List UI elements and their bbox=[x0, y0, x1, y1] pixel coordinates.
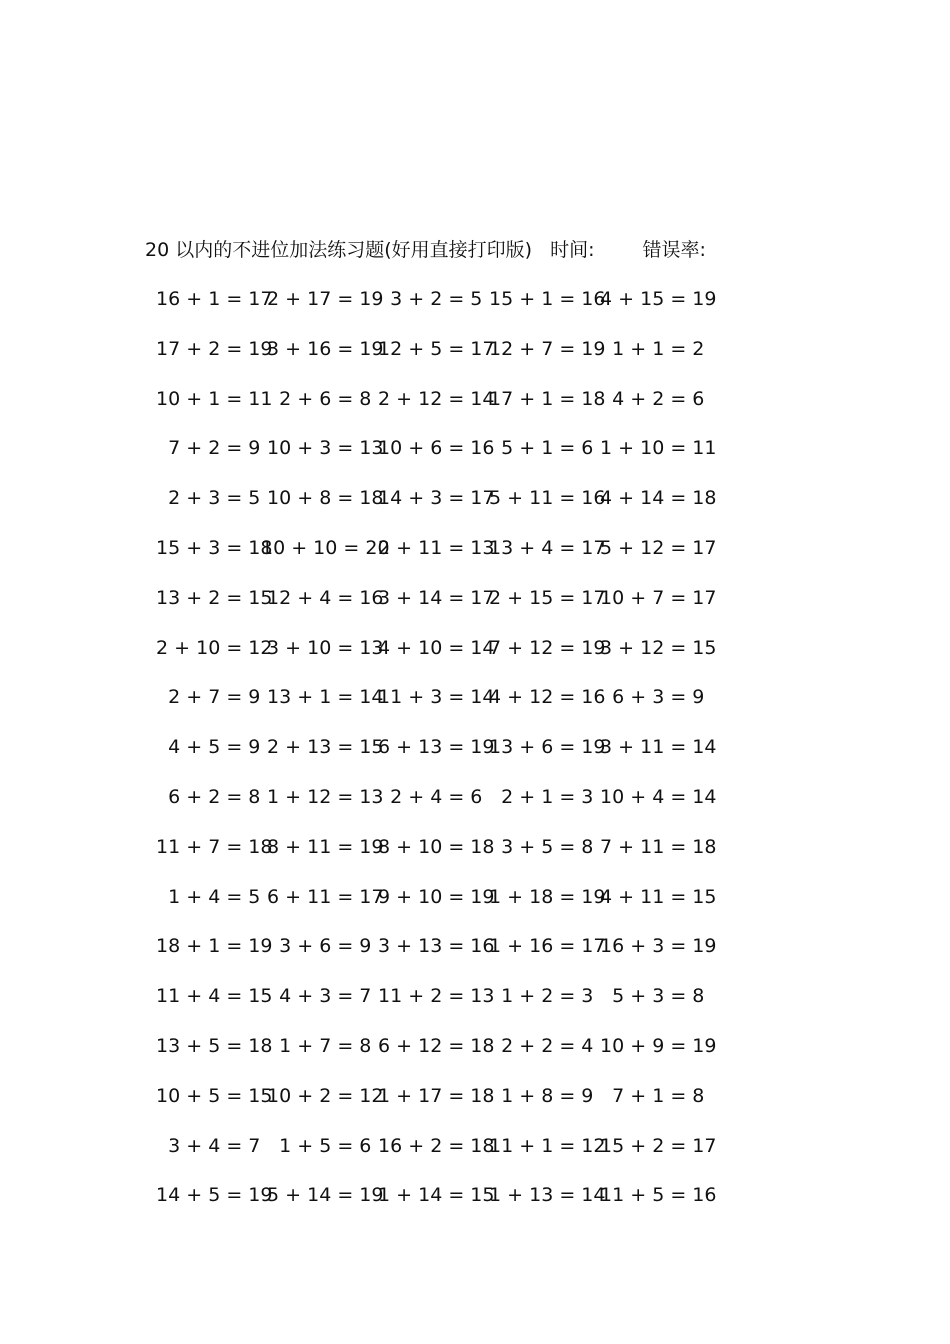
addition-problem: 2 + 4 = 6 bbox=[372, 785, 483, 808]
problem-row bbox=[140, 634, 720, 684]
problem-row bbox=[140, 883, 720, 933]
problem-row bbox=[140, 1082, 720, 1132]
addition-problem: 10 + 5 = 15 bbox=[150, 1084, 273, 1107]
problem-row bbox=[140, 733, 720, 783]
problem-row bbox=[140, 534, 720, 584]
addition-problem: 13 + 2 = 15 bbox=[150, 586, 273, 609]
addition-problem: 2 + 13 = 15 bbox=[261, 736, 384, 759]
addition-problem: 14 + 3 = 17 bbox=[372, 487, 495, 510]
addition-problem: 10 + 6 = 16 bbox=[372, 437, 495, 460]
addition-problem: 1 + 2 = 3 bbox=[483, 985, 594, 1008]
addition-problem: 6 + 2 = 8 bbox=[150, 785, 261, 808]
addition-problem: 10 + 10 = 20 bbox=[261, 536, 390, 559]
addition-problem: 10 + 1 = 11 bbox=[150, 387, 273, 410]
problem-row bbox=[140, 1132, 720, 1182]
addition-problem: 1 + 14 = 15 bbox=[372, 1184, 495, 1207]
addition-problem: 4 + 12 = 16 bbox=[483, 686, 606, 709]
addition-problem: 2 + 17 = 19 bbox=[261, 288, 384, 310]
addition-problem: 7 + 12 = 19 bbox=[483, 636, 606, 659]
addition-problem: 15 + 1 = 16 bbox=[483, 288, 606, 310]
addition-problem: 18 + 1 = 19 bbox=[150, 935, 273, 958]
addition-problem: 2 + 6 = 8 bbox=[261, 387, 372, 410]
addition-problem: 5 + 1 = 6 bbox=[483, 437, 594, 460]
addition-problem: 5 + 3 = 8 bbox=[594, 985, 705, 1008]
addition-problem: 13 + 6 = 19 bbox=[483, 736, 606, 759]
error-rate-label: 错误率: bbox=[642, 239, 706, 261]
addition-problem: 16 + 2 = 18 bbox=[372, 1134, 495, 1157]
addition-problem: 6 + 12 = 18 bbox=[372, 1034, 495, 1057]
addition-problem: 3 + 12 = 15 bbox=[594, 636, 717, 659]
addition-problem: 3 + 16 = 19 bbox=[261, 337, 384, 360]
addition-problem: 13 + 5 = 18 bbox=[150, 1034, 273, 1057]
addition-problem: 5 + 12 = 17 bbox=[594, 536, 717, 559]
addition-problem: 1 + 1 = 2 bbox=[594, 337, 705, 360]
addition-problem: 16 + 3 = 19 bbox=[594, 935, 717, 958]
addition-problem: 3 + 2 = 5 bbox=[372, 288, 483, 310]
addition-problem: 2 + 10 = 12 bbox=[150, 636, 273, 659]
addition-problem: 4 + 11 = 15 bbox=[594, 885, 717, 908]
addition-problem: 11 + 2 = 13 bbox=[372, 985, 495, 1008]
addition-problem: 14 + 5 = 19 bbox=[150, 1184, 273, 1207]
addition-problem: 12 + 4 = 16 bbox=[261, 586, 384, 609]
addition-problem: 10 + 7 = 17 bbox=[594, 586, 717, 609]
addition-problem: 4 + 2 = 6 bbox=[594, 387, 705, 410]
addition-problem: 4 + 14 = 18 bbox=[594, 487, 717, 510]
addition-problem: 10 + 9 = 19 bbox=[594, 1034, 717, 1057]
addition-problem: 11 + 5 = 16 bbox=[594, 1184, 717, 1207]
addition-problem: 2 + 2 = 4 bbox=[483, 1034, 594, 1057]
addition-problem: 3 + 11 = 14 bbox=[594, 736, 717, 759]
addition-problem: 2 + 12 = 14 bbox=[372, 387, 495, 410]
addition-problem: 11 + 1 = 12 bbox=[483, 1134, 606, 1157]
addition-problem: 2 + 3 = 5 bbox=[150, 487, 261, 510]
addition-problem: 16 + 1 = 17 bbox=[150, 288, 273, 310]
addition-problem: 7 + 1 = 8 bbox=[594, 1084, 705, 1107]
addition-problem: 3 + 4 = 7 bbox=[150, 1134, 261, 1157]
problem-row bbox=[140, 1032, 720, 1082]
addition-problem: 1 + 18 = 19 bbox=[483, 885, 606, 908]
worksheet-title: 20 以内的不进位加法练习题(好用直接打印版) bbox=[145, 239, 533, 261]
addition-problem: 9 + 10 = 19 bbox=[372, 885, 495, 908]
addition-problem: 7 + 11 = 18 bbox=[594, 835, 717, 858]
addition-problem: 15 + 3 = 18 bbox=[150, 536, 273, 559]
addition-problem: 3 + 5 = 8 bbox=[483, 835, 594, 858]
problem-row bbox=[140, 982, 720, 1032]
addition-problem: 4 + 10 = 14 bbox=[372, 636, 495, 659]
addition-problem: 1 + 4 = 5 bbox=[150, 885, 261, 908]
addition-problem: 8 + 11 = 19 bbox=[261, 835, 384, 858]
addition-problem: 1 + 17 = 18 bbox=[372, 1084, 495, 1107]
addition-problem: 10 + 4 = 14 bbox=[594, 785, 717, 808]
addition-problem: 17 + 1 = 18 bbox=[483, 387, 606, 410]
addition-problem: 11 + 3 = 14 bbox=[372, 686, 495, 709]
problem-row bbox=[140, 285, 720, 335]
problem-row bbox=[140, 335, 720, 385]
addition-problem: 5 + 11 = 16 bbox=[483, 487, 606, 510]
addition-problem: 11 + 7 = 18 bbox=[150, 835, 273, 858]
worksheet-header bbox=[145, 236, 706, 264]
problem-row bbox=[140, 683, 720, 733]
addition-problem: 1 + 8 = 9 bbox=[483, 1084, 594, 1107]
addition-problem: 6 + 3 = 9 bbox=[594, 686, 705, 709]
problem-row bbox=[140, 434, 720, 484]
addition-problem: 6 + 13 = 19 bbox=[372, 736, 495, 759]
addition-problem: 17 + 2 = 19 bbox=[150, 337, 273, 360]
addition-problem: 6 + 11 = 17 bbox=[261, 885, 384, 908]
addition-problem: 10 + 8 = 18 bbox=[261, 487, 384, 510]
addition-problem: 3 + 14 = 17 bbox=[372, 586, 495, 609]
addition-problem: 1 + 5 = 6 bbox=[261, 1134, 372, 1157]
addition-problem: 2 + 15 = 17 bbox=[483, 586, 606, 609]
addition-problem: 12 + 7 = 19 bbox=[483, 337, 606, 360]
addition-problem: 4 + 3 = 7 bbox=[261, 985, 372, 1008]
addition-problem: 1 + 10 = 11 bbox=[594, 437, 717, 460]
addition-problem: 10 + 3 = 13 bbox=[261, 437, 384, 460]
addition-problem: 3 + 10 = 13 bbox=[261, 636, 384, 659]
addition-problem: 1 + 16 = 17 bbox=[483, 935, 606, 958]
addition-problem: 1 + 12 = 13 bbox=[261, 785, 384, 808]
addition-problem: 15 + 2 = 17 bbox=[594, 1134, 717, 1157]
problem-row bbox=[140, 833, 720, 883]
time-label: 时间: bbox=[550, 239, 595, 261]
problem-row bbox=[140, 385, 720, 435]
addition-problem: 8 + 10 = 18 bbox=[372, 835, 495, 858]
problem-grid bbox=[140, 285, 720, 1231]
addition-problem: 2 + 11 = 13 bbox=[372, 536, 495, 559]
addition-problem: 4 + 15 = 19 bbox=[594, 288, 717, 310]
addition-problem: 1 + 7 = 8 bbox=[261, 1034, 372, 1057]
addition-problem: 13 + 4 = 17 bbox=[483, 536, 606, 559]
addition-problem: 3 + 13 = 16 bbox=[372, 935, 495, 958]
addition-problem: 2 + 7 = 9 bbox=[150, 686, 261, 709]
problem-row bbox=[140, 1181, 720, 1231]
addition-problem: 11 + 4 = 15 bbox=[150, 985, 273, 1008]
problem-row bbox=[140, 932, 720, 982]
problem-row bbox=[140, 783, 720, 833]
addition-problem: 7 + 2 = 9 bbox=[150, 437, 261, 460]
addition-problem: 10 + 2 = 12 bbox=[261, 1084, 384, 1107]
addition-problem: 3 + 6 = 9 bbox=[261, 935, 372, 958]
problem-row bbox=[140, 584, 720, 634]
problem-row bbox=[140, 484, 720, 534]
addition-problem: 1 + 13 = 14 bbox=[483, 1184, 606, 1207]
addition-problem: 4 + 5 = 9 bbox=[150, 736, 261, 759]
addition-problem: 13 + 1 = 14 bbox=[261, 686, 384, 709]
addition-problem: 5 + 14 = 19 bbox=[261, 1184, 384, 1207]
addition-problem: 12 + 5 = 17 bbox=[372, 337, 495, 360]
addition-problem: 2 + 1 = 3 bbox=[483, 785, 594, 808]
